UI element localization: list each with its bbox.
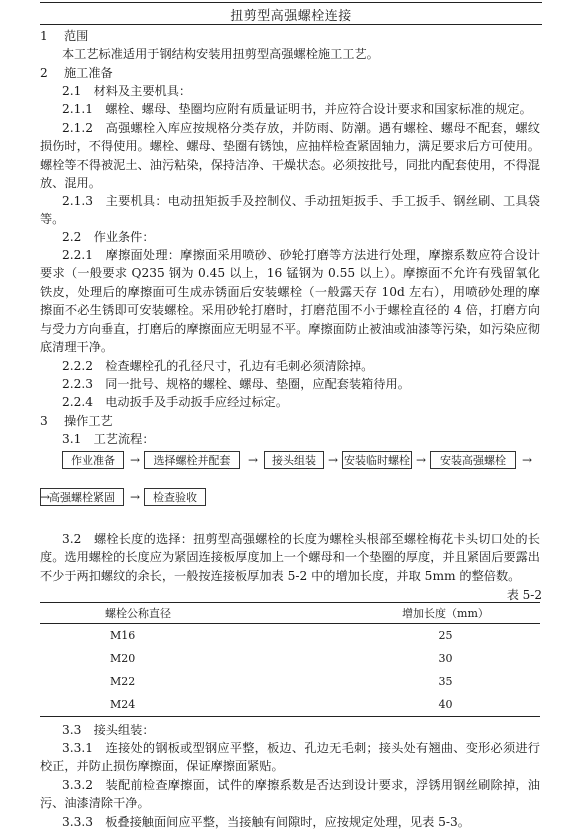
section-2-2-4: 2.2.4 电动扳手及手动扳手应经过标定。 xyxy=(62,395,289,409)
flow-step-joint-assembly: 接头组装 xyxy=(264,451,324,469)
section-2-heading: 2 施工准备 xyxy=(40,66,113,80)
section-2-2-1: 2.2.1 摩擦面处理：摩擦面采用喷砂、砂轮打磨等方法进行处理，摩擦系数应符合设计要求（一般要求 Q235 钢为 0.45 以上，16 锰钢为 0.55 以上）。摩擦面不允许有残留氧化铁皮，处理后的摩擦面可生成赤锈面后安装螺栓（一般露天存 10d 左右），用喷砂处理的摩擦面不必生锈即可安装螺栓。采用砂轮打磨时，打磨范围不小于螺栓直径的 4 倍，打磨方向与受力方向垂直，打磨后的摩擦面应无明显不平。摩擦面防止被油或油漆等污染，如污染应彻底清理干净。 xyxy=(40,248,540,355)
flow-arrow: → xyxy=(522,453,533,467)
table-cell: 25 xyxy=(438,629,453,642)
table-row xyxy=(40,647,540,670)
title-rule xyxy=(40,24,542,25)
flow-arrow: → xyxy=(248,453,259,467)
flow-arrow: → xyxy=(416,453,427,467)
flow-step-inspect: 检查验收 xyxy=(144,488,206,506)
flow-arrow: → xyxy=(328,453,339,467)
table-header-length: 增加长度（mm） xyxy=(351,603,540,624)
table-cell: 35 xyxy=(438,675,453,688)
section-3-3-3: 3.3.3 板叠接触面间应平整，当接触有间隙时，应按规定处理，见表 5-3。 xyxy=(62,815,470,829)
section-2-1-3: 2.1.3 主要机具：电动扭矩扳手及控制仪、手动扭矩扳手、手工扳手、钢丝刷、工具袋等。 xyxy=(40,194,540,227)
table-cell: M22 xyxy=(110,675,136,688)
flow-step-prepare: 作业准备 xyxy=(62,451,124,469)
page-title: 扭剪型高强螺栓连接 xyxy=(230,9,352,24)
top-rule xyxy=(40,2,542,3)
table-row xyxy=(40,670,540,693)
table-header-diameter: 螺栓公称直径 xyxy=(40,603,351,624)
section-3-heading: 3 操作工艺 xyxy=(40,414,113,428)
section-3-3-2: 3.3.2 装配前检查摩擦面，试件的摩擦系数是否达到设计要求，浮锈用钢丝刷除掉，油污、油漆清除干净。 xyxy=(40,778,540,811)
flow-step-hs-bolts: 安装高强螺栓 xyxy=(430,451,516,469)
bolt-length-table xyxy=(40,602,540,717)
section-3-2: 3.2 螺栓长度的选择：扭剪型高强螺栓的长度为螺栓头根部至螺栓梅花卡头切口处的长度。选用螺栓的长度应为紧固连接板厚度加上一个螺母和一个垫圈的厚度，并且紧固后要露出不少于两扣螺纹的余长，一般按连接板厚加表 5-2 中的增加长度，并取 5mm 的整倍数。 xyxy=(40,532,540,583)
flow-arrow: → xyxy=(130,490,141,504)
section-3-1: 3.1 工艺流程： xyxy=(62,432,155,446)
section-2-2-2: 2.2.2 检查螺栓孔的孔径尺寸，孔边有毛刺必须清除掉。 xyxy=(62,359,374,373)
flow-step-tighten: 高强螺栓紧固 xyxy=(40,488,124,506)
section-1-text: 本工艺标准适用于钢结构安装用扭剪型高强螺栓施工工艺。 xyxy=(62,47,379,61)
section-1-heading: 1 范围 xyxy=(40,29,89,43)
table-cell: M20 xyxy=(110,652,136,665)
table-cell: 40 xyxy=(351,693,540,717)
section-3-3-1: 3.3.1 连接处的钢板或型钢应平整，板边、孔边无毛刺；接头处有翘曲、变形必须进行校正，并防止损伤摩擦面，保证摩擦面紧贴。 xyxy=(40,741,540,774)
section-2-1: 2.1 材料及主要机具： xyxy=(62,84,192,98)
section-2-1-1: 2.1.1 螺栓、螺母、垫圈均应附有质量证明书，并应符合设计要求和国家标准的规定。 xyxy=(62,102,532,116)
flow-arrow: → xyxy=(130,453,141,467)
table-cell: 30 xyxy=(438,652,453,665)
flow-step-select-bolts: 选择螺栓并配套 xyxy=(144,451,240,469)
table-row xyxy=(40,624,540,648)
table-header-row xyxy=(40,603,540,624)
table-cell: M24 xyxy=(40,693,351,717)
table-row xyxy=(40,693,540,717)
table-cell: M16 xyxy=(110,629,136,642)
table-label: 表 5-2 xyxy=(506,588,542,602)
section-3-3: 3.3 接头组装： xyxy=(62,723,155,737)
flow-arrow: → xyxy=(40,490,51,504)
section-2-2: 2.2 作业条件： xyxy=(62,230,155,244)
section-2-2-3: 2.2.3 同一批号、规格的螺栓、螺母、垫圈，应配套装箱待用。 xyxy=(62,377,410,391)
section-2-1-2: 2.1.2 高强螺栓入库应按规格分类存放，并防雨、防潮。遇有螺栓、螺母不配套，螺纹损伤时，不得使用。螺栓、螺母、垫圈有锈蚀，应抽样检查紧固轴力，满足要求后方可使用。螺栓等不得被泥土、油污粘染，保持洁净、干燥状态。必须按批号，同批内配套使用，不得混放、混用。 xyxy=(40,121,540,191)
flow-step-temp-bolts: 安装临时螺栓 xyxy=(342,451,412,469)
